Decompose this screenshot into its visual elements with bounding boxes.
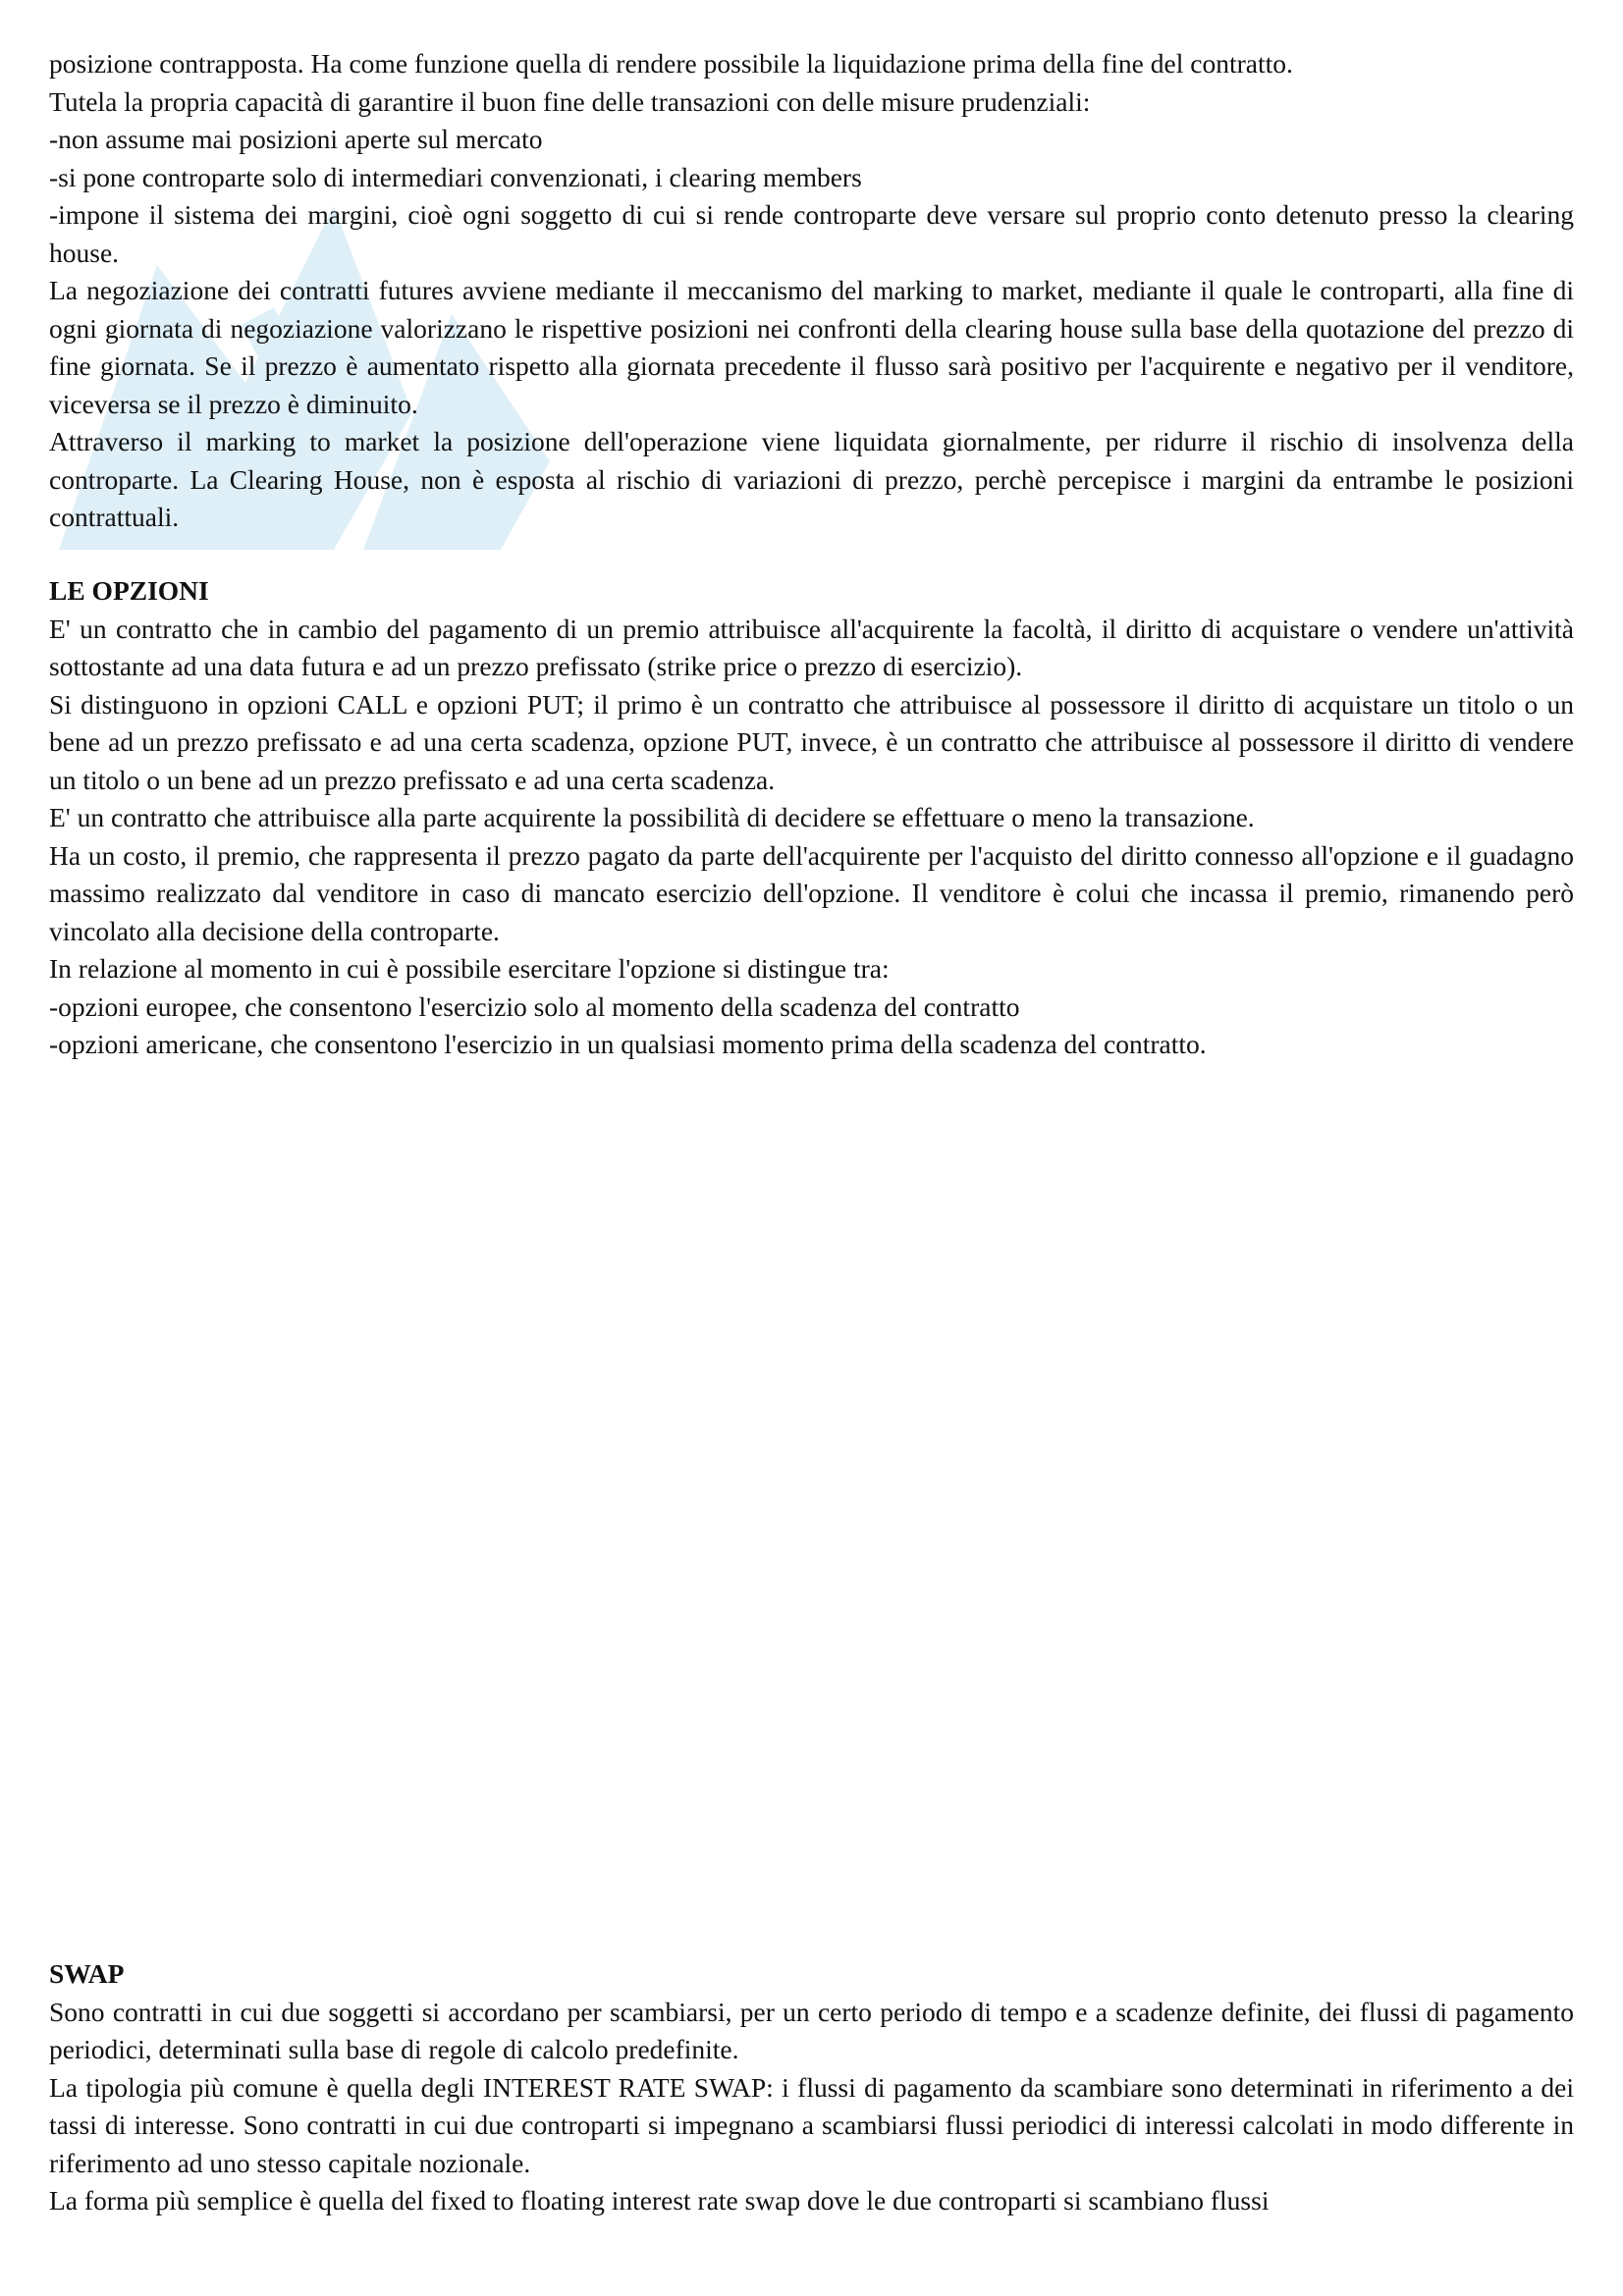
paragraph: E' un contratto che in cambio del pagamento di un premio attribuisce all'acquirente la facoltà, il diritto di acquistare o vendere un'attività sottostante ad una data futura e ad un prezzo prefissato (strike price o prezzo di esercizio). (49, 613, 1574, 681)
paragraph: In relazione al momento in cui è possibile esercitare l'opzione si distingue tra: (49, 953, 890, 984)
paragraph: Si distinguono in opzioni CALL e opzioni PUT; il primo è un contratto che attribuisce al possessore il diritto di acquistare un titolo o un bene ad un prezzo prefissato e ad una certa scadenza, opzione PUT, invece, è un contratto che attribuisce al possessore il diritto di vendere un titolo o un bene ad un prezzo prefissato e ad una certa scadenza. (49, 688, 1574, 795)
list-item: -non assume mai posizioni aperte sul mercato (49, 124, 543, 154)
paragraph: La negoziazione dei contratti futures avviene mediante il meccanismo del marking to market, mediante il quale le controparti, alla fine di ogni giornata di negoziazione valorizzano le rispettive posizioni nei confronti della clearing house sulla base della quotazione del prezzo di fine giornata. Se il prezzo è aumentato rispetto alla giornata precedente il flusso sarà positivo per l'acquirente e negativo per il venditore, viceversa se il prezzo è diminuito. (49, 275, 1574, 419)
list-item: -impone il sistema dei margini, cioè ogni soggetto di cui si rende controparte deve versare sul proprio conto detenuto presso la clearing house. (49, 199, 1574, 268)
paragraph: Sono contratti in cui due soggetti si accordano per scambiarsi, per un certo periodo di tempo e a scadenze definite, dei flussi di pagamento periodici, determinati sulla base di regole di calcolo predefinite. (49, 1996, 1574, 2064)
swap-section (49, 1955, 1574, 2220)
list-item: -opzioni americane, che consentono l'esercizio in un qualsiasi momento prima della scadenza del contratto. (49, 1029, 1207, 1059)
intro-section (49, 45, 1574, 537)
paragraph: E' un contratto che attribuisce alla parte acquirente la possibilità di decidere se effettuare o meno la transazione. (49, 802, 1255, 832)
list-item: -opzioni europee, che consentono l'esercizio solo al momento della scadenza del contratto (49, 990, 1020, 1022)
paragraph: La forma più semplice è quella del fixed to floating interest rate swap dove le due controparti si scambiano flussi (49, 2185, 1270, 2216)
paragraph: Tutela la propria capacità di garantire il buon fine delle transazioni con delle misure prudenziali: (49, 85, 1091, 117)
section-heading: LE OPZIONI (49, 575, 209, 606)
opzioni-section (49, 572, 1574, 1064)
list-item: -si pone controparte solo di intermediari convenzionati, i clearing members (49, 161, 862, 192)
section-heading: SWAP (49, 1958, 125, 1989)
paragraph: Attraverso il marking to market la posizione dell'operazione viene liquidata giornalmente, per ridurre il rischio di insolvenza della controparte. La Clearing House, non è esposta al rischio di variazioni di prezzo, perchè percepisce i margini da entrambe le posizioni contrattuali. (49, 426, 1574, 532)
paragraph: La tipologia più comune è quella degli INTEREST RATE SWAP: i flussi di pagamento da scambiare sono determinati in riferimento a dei tassi di interesse. Sono contratti in cui due controparti si impegnano a scambiarsi flussi periodici di interessi calcolati in modo differente in riferimento ad uno stesso capitale nozionale. (49, 2071, 1574, 2178)
paragraph: posizione contrapposta. Ha come funzione quella di rendere possibile la liquidazione prima della fine del contratto. (49, 48, 1293, 79)
paragraph: Ha un costo, il premio, che rappresenta il prezzo pagato da parte dell'acquirente per l'acquisto del diritto connesso all'opzione e il guadagno massimo realizzato dal venditore in caso di mancato esercizio dell'opzione. Il venditore è colui che incassa il premio, rimanendo però vincolato alla decisione della controparte. (49, 839, 1574, 946)
